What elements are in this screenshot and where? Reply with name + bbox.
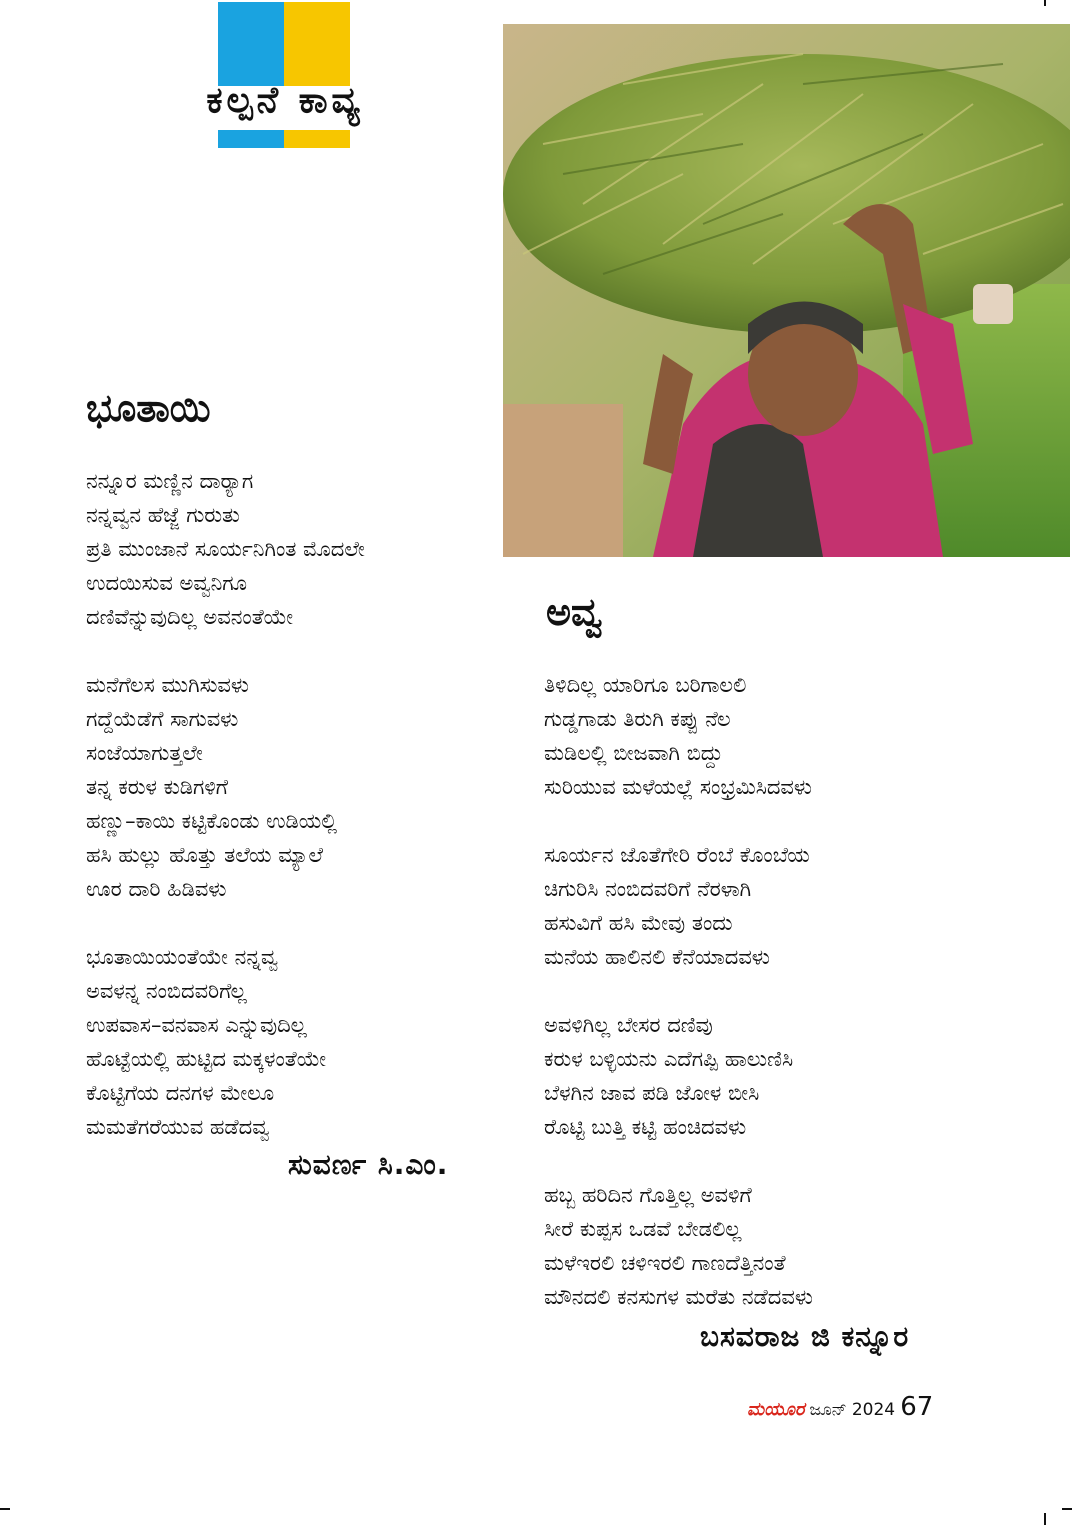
photo-woman-carrying-grass [503, 24, 1070, 557]
poem2-stanza-4 [544, 1178, 813, 1314]
poem-line: ಮಮತೆಗರೆಯುವ ಹಡೆದವ್ವ [86, 1115, 270, 1139]
poem1-title: ಭೂತಾಯಿ [86, 386, 211, 430]
crop-mark-bottom [1044, 1513, 1046, 1525]
poem-line: ಸೂರ್ಯನ ಜೊತೆಗೇರಿ ರೆಂಬೆ ಕೊಂಬೆಯ [544, 843, 810, 867]
poem-line: ಗುಡ್ಡಗಾಡು ತಿರುಗಿ ಕಪ್ಪು ನೆಲ [544, 707, 731, 731]
poem-line: ಮಡಿಲಲ್ಲಿ ಬೀಜವಾಗಿ ಬಿದ್ದು [544, 741, 723, 765]
poem1-stanza-1 [86, 464, 365, 634]
poem-line: ಹೊಟ್ಟೆಯಲ್ಲಿ ಹುಟ್ಟಿದ ಮಕ್ಕಳಂತೆಯೇ [86, 1047, 327, 1071]
crop-mark-right [1062, 1508, 1072, 1510]
poem-line: ಹಬ್ಬ ಹರಿದಿನ ಗೊತ್ತಿಲ್ಲ ಅವಳಿಗೆ [544, 1183, 752, 1207]
poem2-title: ಅವ್ವ [546, 590, 603, 634]
photo-illustration [503, 24, 1070, 557]
poem-line: ಹಸುವಿಗೆ ಹಸಿ ಮೇವು ತಂದು [544, 911, 733, 935]
poem-line: ನನ್ನೂರ ಮಣ್ಣಿನ ದಾರ್‍ಯಾಗ [86, 469, 254, 493]
poem2-stanza-3 [544, 1008, 793, 1144]
poem-line: ಹಸಿ ಹುಲ್ಲು ಹೊತ್ತು ತಲೆಯ ಮ್ಯಾಲೆ [86, 843, 323, 867]
page-footer [747, 1392, 933, 1422]
section-label: ಕಲ್ಪನೆ ಕಾವ್ಯ [206, 80, 364, 121]
poem-line: ತನ್ನ ಕರುಳ ಕುಡಿಗಳಿಗೆ [86, 775, 228, 799]
poem2-stanza-1 [544, 668, 812, 804]
section-logo [206, 2, 364, 148]
issue-year: 2024 [851, 1400, 896, 1420]
poem-line: ಮನೆಯ ಹಾಲಿನಲಿ ಕೆನೆಯಾದವಳು [544, 945, 770, 969]
poem-line: ದಣಿವೆನ್ನುವುದಿಲ್ಲ ಅವನಂತೆಯೇ [86, 605, 294, 629]
poem2-stanza-2 [544, 838, 810, 974]
crop-mark-top [1044, 0, 1046, 6]
poem-line: ಹಣ್ಣು–ಕಾಯಿ ಕಟ್ಟಿಕೊಂಡು ಉಡಿಯಲ್ಲಿ [86, 809, 338, 833]
poem-line: ಕರುಳ ಬಳ್ಳಿಯನು ಎದೆಗಪ್ಪಿ ಹಾಲುಣಿಸಿ [544, 1047, 794, 1071]
magazine-name: ಮಯೂರ [747, 1399, 805, 1420]
poem-line: ಸಂಜೆಯಾಗುತ್ತಲೇ [86, 741, 203, 765]
poem-line: ಉಪವಾಸ–ವನವಾಸ ಎನ್ನುವುದಿಲ್ಲ [86, 1013, 307, 1037]
poem-line: ಪ್ರತಿ ಮುಂಜಾನೆ ಸೂರ್ಯನಿಗಿಂತ ಮೊದಲೇ [86, 537, 365, 561]
poem-line: ಸುರಿಯುವ ಮಳೆಯಲ್ಲೆ ಸಂಭ್ರಮಿಸಿದವಳು [544, 775, 812, 799]
poem1-stanza-3 [86, 940, 326, 1144]
poem-line: ಅವಳನ್ನ ನಂಬಿದವರಿಗೆಲ್ಲ [86, 979, 247, 1003]
page-number: 67 [900, 1392, 934, 1422]
poem-line: ಮಳೆಇರಲಿ ಚಳಿಇರಲಿ ಗಾಣದೆತ್ತಿನಂತೆ [544, 1251, 786, 1275]
poem-line: ರೊಟ್ಟಿ ಬುತ್ತಿ ಕಟ್ಟಿ ಹಂಚಿದವಳು [544, 1115, 747, 1139]
poem-line: ಗದ್ದೆಯೆಡೆಗೆ ಸಾಗುವಳು [86, 707, 239, 731]
poem-line: ಭೂತಾಯಿಯಂತೆಯೇ ನನ್ನವ್ವ [86, 945, 279, 969]
issue-month: ಜೂನ್ [809, 1400, 847, 1420]
poem-line: ಚಿಗುರಿಸಿ ನಂಬಿದವರಿಗೆ ನೆರಳಾಗಿ [544, 877, 752, 901]
poem-line: ಮೌನದಲಿ ಕನಸುಗಳ ಮರೆತು ನಡೆದವಳು [544, 1285, 813, 1309]
poem-line: ಮನೆಗೆಲಸ ಮುಗಿಸುವಳು [86, 673, 249, 697]
poem-line: ಊರ ದಾರಿ ಹಿಡಿವಳು [86, 877, 227, 901]
poem-line: ಅವಳಿಗಿಲ್ಲ ಬೇಸರ ದಣಿವು [544, 1013, 713, 1037]
poem1-stanza-2 [86, 668, 337, 906]
poem-line: ಸೀರೆ ಕುಪ್ಪಸ ಒಡವೆ ಬೇಡಲಿಲ್ಲ [544, 1217, 742, 1241]
poem-line: ನನ್ನವ್ವನ ಹೆಜ್ಜೆ ಗುರುತು [86, 503, 240, 527]
poem1-author: ಸುವರ್ಣ ಸಿ.ಎಂ. [288, 1148, 449, 1181]
poem2-author: ಬಸವರಾಜ ಜಿ ಕನ್ನೂರ [700, 1320, 910, 1353]
crop-mark-left [0, 1508, 10, 1510]
poem-line: ತಿಳಿದಿಲ್ಲ ಯಾರಿಗೂ ಬರಿಗಾಲಲಿ [544, 673, 747, 697]
poem-line: ಬೆಳಗಿನ ಜಾವ ಪಡಿ ಜೋಳ ಬೀಸಿ [544, 1081, 760, 1105]
poem-line: ಕೊಟ್ಟಿಗೆಯ ದನಗಳ ಮೇಲೂ [86, 1081, 275, 1105]
poem-line: ಉದಯಿಸುವ ಅವ್ವನಿಗೂ [86, 571, 248, 595]
